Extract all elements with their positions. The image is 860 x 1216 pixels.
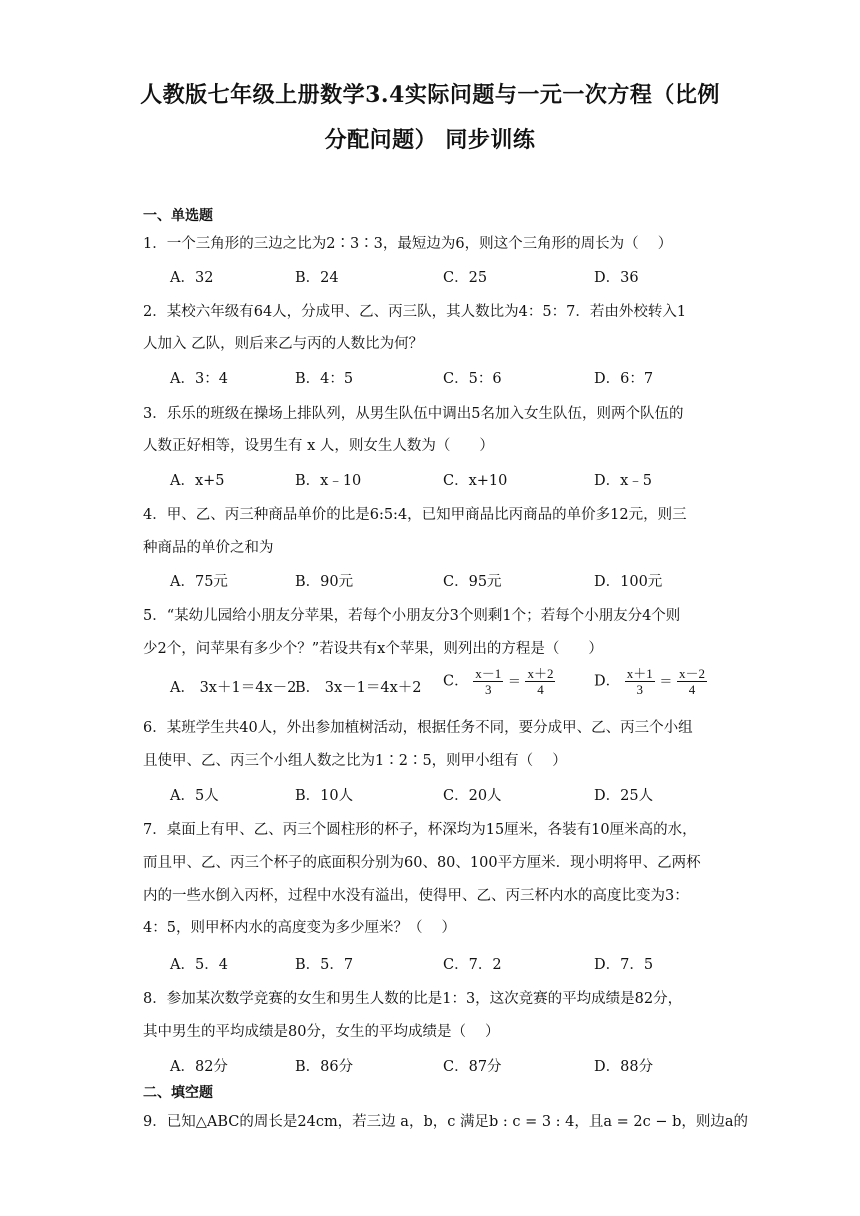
question-3-option-a: A．x+5 [170,473,225,489]
question-7-option-c: C．7．2 [443,957,502,973]
question-5-option-a: A． 3x＋1＝4x－2 [170,680,297,696]
question-2-option-c: C．5：6 [443,371,502,387]
question-1-text: 1．一个三角形的三边之比为2∶3∶3，最短边为6，则这个三角形的周长为（ ） [143,236,673,252]
question-5-option-d [594,666,707,697]
fraction-numerator: x－1 [475,666,502,681]
equals-sign: ＝ [507,674,521,690]
question-3-line-2: 人数正好相等，设男生有 x 人，则女生人数为（ ） [143,438,494,454]
section-heading-fill-in: 二、填空题 [143,1085,213,1101]
question-3-line-1: 3．乐乐的班级在操场上排队列，从男生队伍中调出5名加入女生队伍，则两个队伍的 [143,406,684,422]
question-1-option-d: D．36 [594,270,639,286]
question-5-option-c [443,666,555,697]
question-1-option-a: A．32 [170,270,214,286]
question-4-line-2: 种商品的单价之和为 [143,540,274,556]
section-heading-single-choice: 一、单选题 [143,208,213,224]
question-4-option-c: C．95元 [443,574,502,590]
question-7-option-b: B．5．7 [295,957,354,973]
question-5-option-c-label: C． [443,673,469,690]
fraction-denominator: 3 [484,682,492,697]
question-5-option-d-right-fraction [677,666,707,697]
question-5-line-2: 少2个，问苹果有多少个？”若设共有x个苹果，则列出的方程是（ ） [143,641,603,657]
fraction-denominator: 4 [537,682,544,697]
question-6-line-1: 6．某班学生共40人，外出参加植树活动，根据任务不同，要分成甲、乙、丙三个小组 [143,720,693,736]
question-8-option-a: A．82分 [170,1059,228,1075]
fraction-denominator: 4 [688,682,696,697]
question-6-option-b: B．10人 [295,788,354,804]
question-4-option-b: B．90元 [295,574,354,590]
question-2-option-a: A．3：4 [170,371,228,387]
question-5-option-b: B． 3x－1＝4x＋2 [295,680,422,696]
document-title-line2: 分配问题） 同步训练 [324,127,536,153]
question-8-option-b: B．86分 [295,1059,354,1075]
question-7-line-2: 而且甲、乙、丙三个杯子的底面积分别为60、80、100平方厘米．现小明将甲、乙两杯 [143,855,701,871]
question-7-line-3: 内的一些水倒入丙杯，过程中水没有溢出，使得甲、乙、丙三杯内水的高度比变为3： [143,888,689,904]
question-4-option-a: A．75元 [170,574,228,590]
question-1-option-c: C．25 [443,270,488,286]
question-3-option-d: D．x﹣5 [594,473,653,489]
question-8-option-c: C．87分 [443,1059,502,1075]
question-5-option-c-left-fraction [473,666,503,697]
question-9-line-1: 9．已知△ABC的周长是24cm，若三边 a，b，c 满足b : c = 3 : 4，且a = 2c − b，则边a的 [143,1114,749,1130]
question-8-option-d: D．88分 [594,1059,654,1075]
question-5-option-d-left-fraction [625,666,655,697]
question-5-line-1: 5．“某幼儿园给小朋友分苹果，若每个小朋友分3个则剩1个；若每个小朋友分4个则 [143,608,681,624]
question-5-option-d-label: D． [594,673,621,690]
question-7-option-d: D．7．5 [594,957,654,973]
question-6-option-a: A．5人 [170,788,219,804]
question-2-option-b: B．4：5 [295,371,354,387]
question-3-option-b: B．x﹣10 [295,473,362,489]
question-7-line-1: 7．桌面上有甲、乙、丙三个圆柱形的杯子，杯深均为15厘米，各装有10厘米高的水， [143,822,697,838]
question-2-option-d: D．6：7 [594,371,654,387]
question-7-option-a: A．5．4 [170,957,228,973]
question-5-option-c-right-fraction [525,666,555,697]
fraction-denominator: 3 [636,682,643,697]
question-3-option-c: C．x+10 [443,473,508,489]
question-6-option-d: D．25人 [594,788,654,804]
question-1-option-b: B．24 [295,270,339,286]
fraction-numerator: x＋2 [527,666,554,681]
question-2-line-1: 2．某校六年级有64人，分成甲、乙、丙三队，其人数比为4：5：7．若由外校转入1 [143,304,687,320]
question-8-line-1: 8．参加某次数学竞赛的女生和男生人数的比是1：3，这次竞赛的平均成绩是82分， [143,991,683,1007]
question-6-line-2: 且使甲、乙、丙三个小组人数之比为1∶2∶5，则甲小组有（ ） [143,753,567,769]
document-title-line1: 人教版七年级上册数学3.4实际问题与一元一次方程（比例 [140,82,720,108]
equals-sign: ＝ [659,674,673,690]
question-6-option-c: C．20人 [443,788,502,804]
question-8-line-2: 其中男生的平均成绩是80分，女生的平均成绩是（ ） [143,1024,500,1040]
question-2-line-2: 人加入 乙队，则后来乙与丙的人数比为何？ [143,336,424,352]
fraction-numerator: x－2 [679,666,706,681]
question-4-line-1: 4．甲、乙、丙三种商品单价的比是6:5:4，已知甲商品比丙商品的单价多12元，则三 [143,507,687,523]
fraction-numerator: x＋1 [626,666,653,681]
question-7-line-4: 4：5，则甲杯内水的高度变为多少厘米？（ ） [143,920,457,936]
question-4-option-d: D．100元 [594,574,663,590]
